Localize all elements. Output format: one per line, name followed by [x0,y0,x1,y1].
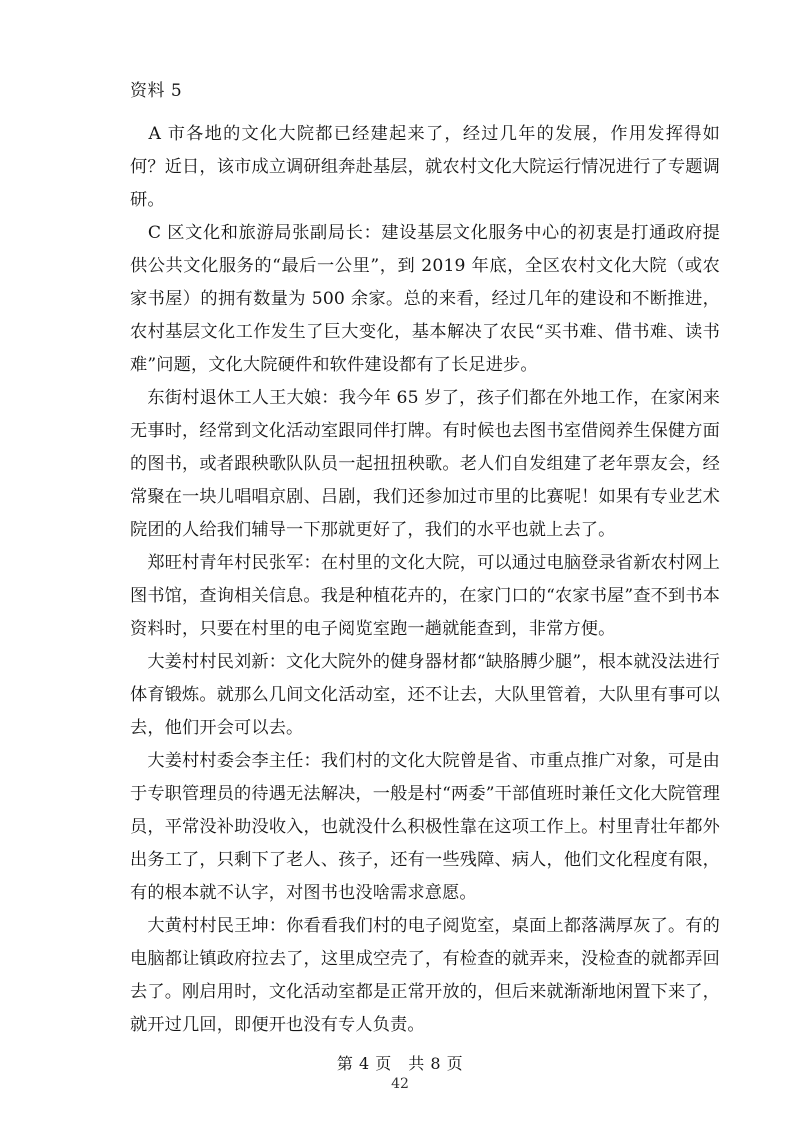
paragraph-c-district-official: C 区文化和旅游局张副局长：建设基层文化服务中心的初衷是打通政府提供公共文化服务的“最后一公里”，到 2019 年底，全区农村文化大院（或农家书屋）的拥有数量为 500 余家。总的来看，经过几年的建设和不断推进，农村基层文化工作发生了巨大变化，基本解决了农民“买书难、借书难、读书难”问题，文化大院硬件和软件建设都有了长足进步。 [130,223,720,375]
paragraph-dongjie-village-wang: 东街村退休工人王大娘：我今年 65 岁了，孩子们都在外地工作，在家闲来无事时，经常到文化活动室跟同伴打牌。有时候也去图书室借阅养生保健方面的图书，或者跟秧歌队队员一起扭扭秧歌。老人们自发组建了老年票友会，经常聚在一块儿唱唱京剧、吕剧，我们还参加过市里的比赛呢！如果有专业艺术院团的人给我们辅导一下那就更好了，我们的水平也就上去了。 [130,388,720,540]
paragraph-dajiang-village-director-li: 大姜村村委会李主任：我们村的文化大院曾是省、市重点推广对象，可是由于专职管理员的待遇无法解决，一般是村“两委”干部值班时兼任文化大院管理员，平常没补助没收入，也就没什么积极性靠在这项工作上。村里青壮年都外出务工了，只剩下了老人、孩子，还有一些残障、病人，他们文化程度有限，有的根本就不认字，对图书也没啥需求意愿。 [130,751,721,903]
page-footer: 第 4 页 共 8 页 [336,1054,464,1073]
paragraph-dajiang-village-liu: 大姜村村民刘新：文化大院外的健身器材都“缺胳膊少腿”，根本就没法进行体育锻炼。就那么几间文化活动室，还不让去，大队里管着，大队里有事可以去，他们开会可以去。 [130,652,721,738]
paragraph-intro: A 市各地的文化大院都已经建起来了，经过几年的发展，作用发挥得如何？近日，该市成立调研组奔赴基层，就农村文化大院运行情况进行了专题调研。 [130,124,720,210]
document-body [130,118,720,1042]
section-heading: 资料 5 [130,81,183,101]
page-number: 42 [391,1076,409,1092]
paragraph-dahuang-village-wang: 大黄村村民王坤：你看看我们村的电子阅览室，桌面上都落满厚灰了。有的电脑都让镇政府拉去了，这里成空壳了，有检查的就弄来，没检查的就都弄回去了。刚启用时，文化活动室都是正常开放的，但后来就渐渐地闲置下来了，就开过几回，即便开也没有专人负责。 [130,916,720,1035]
paragraph-zhengwang-village-zhang: 郑旺村青年村民张军：在村里的文化大院，可以通过电脑登录省新农村网上图书馆，查询相关信息。我是种植花卉的，在家门口的“农家书屋”查不到书本资料时，只要在村里的电子阅览室跑一趟就能查到，非常方便。 [130,553,721,639]
